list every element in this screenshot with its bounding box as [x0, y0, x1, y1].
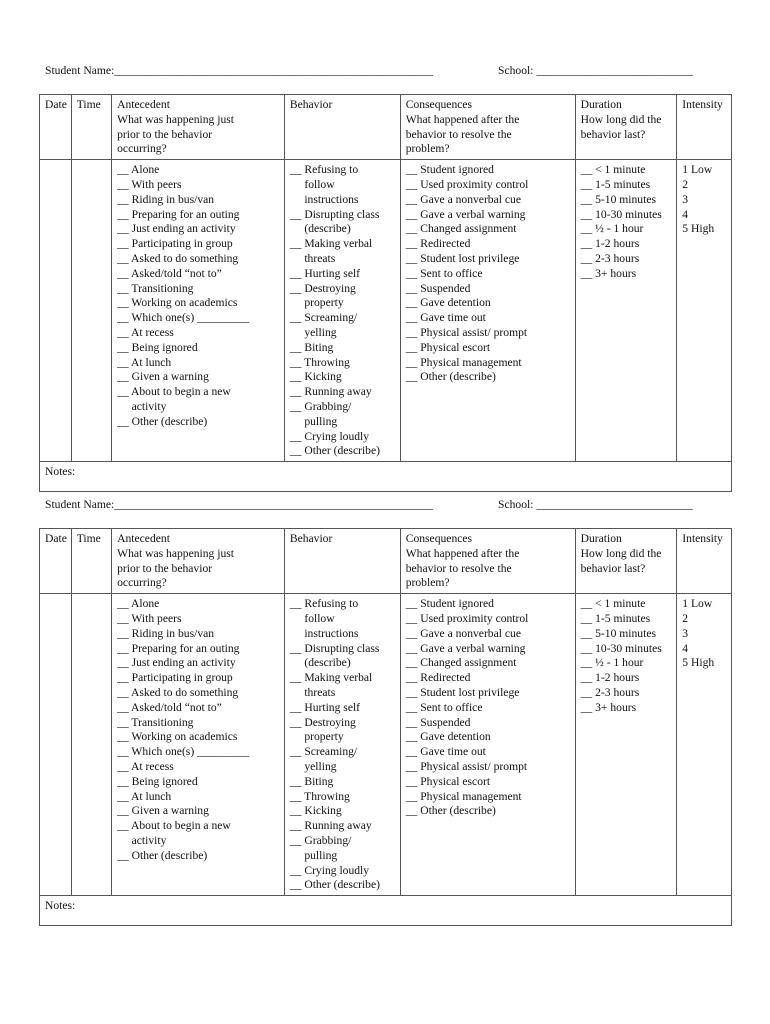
antecedent-option[interactable]: __ Participating in group	[117, 671, 233, 685]
consequence-option[interactable]: __ Redirected	[405, 671, 471, 685]
intensity-options	[677, 160, 732, 462]
behavior-option[interactable]: __ Biting	[289, 774, 334, 788]
intensity-option[interactable]: 5 High	[682, 222, 715, 236]
consequence-option[interactable]: __ Physical management	[405, 355, 522, 369]
date-header: Date	[40, 95, 72, 160]
time-header: Time	[71, 529, 111, 594]
antecedent-option[interactable]: __ Alone	[117, 597, 160, 611]
antecedent-option[interactable]: __ Alone	[117, 163, 160, 177]
consequence-option[interactable]: __ Physical escort	[405, 774, 491, 788]
antecedent-option[interactable]: __ At recess	[117, 759, 174, 773]
notes-field[interactable]	[40, 896, 732, 926]
duration-option[interactable]: __ 2-3 hours	[580, 251, 640, 265]
behavior-option[interactable]: __ Refusing to	[289, 597, 359, 611]
notes-row	[40, 896, 732, 926]
intensity-option[interactable]: 4	[682, 641, 689, 655]
antecedent-option[interactable]: __ Being ignored	[117, 340, 198, 354]
behavior-option[interactable]: __ Kicking	[289, 370, 342, 384]
behavior-option[interactable]: __ Disrupting class	[289, 641, 380, 655]
header-row	[40, 95, 732, 160]
antecedent-option[interactable]: __ Asked/told “not to”	[117, 266, 222, 280]
date-cell[interactable]	[40, 594, 72, 896]
duration-option[interactable]: __ 3+ hours	[580, 266, 637, 280]
behavior-option: follow	[289, 177, 335, 191]
student-name-field[interactable]: Student Name:_______________________________________________________	[45, 498, 434, 511]
date-header: Date	[40, 529, 72, 594]
consequence-option[interactable]: __ Sent to office	[405, 266, 483, 280]
antecedent-option[interactable]: __ Which one(s) _________	[117, 745, 250, 759]
consequence-option[interactable]: __ Sent to office	[405, 700, 483, 714]
student-info-line	[0, 498, 770, 518]
options-row	[40, 160, 732, 462]
consequence-option[interactable]: __ Student ignored	[405, 597, 494, 611]
duration-option[interactable]: __ ½ - 1 hour	[580, 222, 644, 236]
intensity-option[interactable]: 1 Low	[682, 163, 713, 177]
consequence-option[interactable]: __ Other (describe)	[405, 804, 496, 818]
antecedent-option[interactable]: __ About to begin a new	[117, 385, 231, 399]
school-field[interactable]: School: ___________________________	[498, 498, 693, 511]
behavior-option[interactable]: __ Making verbal	[289, 237, 373, 251]
antecedent-option[interactable]: __ Participating in group	[117, 237, 233, 251]
time-header: Time	[71, 95, 111, 160]
behavior-option[interactable]: __ Hurting self	[289, 700, 361, 714]
duration-option[interactable]: __ 1-2 hours	[580, 671, 640, 685]
time-cell[interactable]	[71, 594, 111, 896]
behavior-option[interactable]: __ Throwing	[289, 789, 350, 803]
notes-label: Notes:	[45, 465, 76, 479]
antecedent-option[interactable]: __ Riding in bus/van	[117, 192, 215, 206]
consequence-option[interactable]: __ Student ignored	[405, 163, 494, 177]
notes-field[interactable]	[40, 462, 732, 492]
behavior-option: (describe)	[289, 656, 351, 670]
antecedent-option[interactable]: __ Transitioning	[117, 715, 194, 729]
duration-options	[575, 594, 677, 896]
duration-option[interactable]: __ 5-10 minutes	[580, 626, 656, 640]
behavior-option[interactable]: __ Throwing	[289, 355, 350, 369]
antecedent-header: Antecedent What was happening just prior to the behavior occurring?	[112, 529, 285, 594]
antecedent-option[interactable]: __ Other (describe)	[117, 414, 208, 428]
consequence-option[interactable]: __ Gave time out	[405, 311, 486, 325]
consequence-option[interactable]: __ Gave a verbal warning	[405, 207, 526, 221]
antecedent-option[interactable]: __ Given a warning	[117, 804, 209, 818]
antecedent-options	[112, 160, 285, 462]
behavior-header: Behavior	[284, 95, 400, 160]
antecedent-option: activity	[117, 833, 167, 847]
behavior-option: yelling	[289, 325, 337, 339]
intensity-option[interactable]: 4	[682, 207, 689, 221]
consequence-option[interactable]: __ Gave a nonverbal cue	[405, 626, 521, 640]
consequence-option[interactable]: __ Other (describe)	[405, 370, 496, 384]
antecedent-option: activity	[117, 399, 167, 413]
student-name-field[interactable]: Student Name:_______________________________________________________	[45, 64, 434, 77]
consequence-option[interactable]: __ Gave time out	[405, 745, 486, 759]
consequence-option[interactable]: __ Physical assist/ prompt	[405, 759, 528, 773]
consequences-header: Consequences What happened after the behavior to resolve the problem?	[400, 95, 575, 160]
duration-option[interactable]: __ 1-5 minutes	[580, 611, 651, 625]
consequence-option[interactable]: __ Gave a nonverbal cue	[405, 192, 521, 206]
behavior-option[interactable]: __ Other (describe)	[289, 878, 380, 892]
consequence-option[interactable]: __ Gave a verbal warning	[405, 641, 526, 655]
behavior-option[interactable]: __ Kicking	[289, 804, 342, 818]
abc-table	[39, 528, 732, 926]
behavior-option[interactable]: __ Destroying	[289, 715, 356, 729]
intensity-option[interactable]: 5 High	[682, 656, 715, 670]
behavior-option[interactable]: __ Running away	[289, 385, 372, 399]
consequence-option[interactable]: __ Suspended	[405, 281, 471, 295]
consequence-options	[400, 594, 575, 896]
consequence-option[interactable]: __ Used proximity control	[405, 611, 529, 625]
behavior-option[interactable]: __ Biting	[289, 340, 334, 354]
abc-record-section	[0, 64, 770, 479]
behavior-option[interactable]: __ Crying loudly	[289, 863, 370, 877]
antecedent-option[interactable]: __ Working on academics	[117, 296, 238, 310]
consequences-header: Consequences What happened after the behavior to resolve the problem?	[400, 529, 575, 594]
consequence-option[interactable]: __ Used proximity control	[405, 177, 529, 191]
behavior-option[interactable]: __ Disrupting class	[289, 207, 380, 221]
antecedent-option[interactable]: __ At recess	[117, 325, 174, 339]
antecedent-option[interactable]: __ Preparing for an outing	[117, 641, 240, 655]
consequence-option[interactable]: __ Physical escort	[405, 340, 491, 354]
behavior-option[interactable]: __ Making verbal	[289, 671, 373, 685]
behavior-option[interactable]: __ Destroying	[289, 281, 356, 295]
duration-option[interactable]: __ 1-5 minutes	[580, 177, 651, 191]
antecedent-option[interactable]: __ Riding in bus/van	[117, 626, 215, 640]
intensity-options	[677, 594, 732, 896]
consequence-option[interactable]: __ Student lost privilege	[405, 685, 520, 699]
duration-option[interactable]: __ 1-2 hours	[580, 237, 640, 251]
duration-options	[575, 160, 677, 462]
antecedent-option[interactable]: __ Asked/told “not to”	[117, 700, 222, 714]
duration-option[interactable]: __ 10-30 minutes	[580, 641, 662, 655]
behavior-option[interactable]: __ Grabbing/	[289, 833, 352, 847]
behavior-options	[284, 594, 400, 896]
duration-option[interactable]: __ < 1 minute	[580, 597, 646, 611]
consequence-option[interactable]: __ Suspended	[405, 715, 471, 729]
antecedent-options	[112, 594, 285, 896]
behavior-option: pulling	[289, 848, 338, 862]
duration-option[interactable]: __ 3+ hours	[580, 700, 637, 714]
behavior-header: Behavior	[284, 529, 400, 594]
duration-option[interactable]: __ ½ - 1 hour	[580, 656, 644, 670]
antecedent-option[interactable]: __ Asked to do something	[117, 251, 239, 265]
behavior-option[interactable]: __ Screaming/	[289, 745, 358, 759]
duration-option[interactable]: __ 10-30 minutes	[580, 207, 662, 221]
behavior-option: threats	[289, 251, 336, 265]
behavior-option: property	[289, 296, 344, 310]
antecedent-option[interactable]: __ Which one(s) _________	[117, 311, 250, 325]
antecedent-option[interactable]: __ Working on academics	[117, 730, 238, 744]
student-info-line	[0, 64, 770, 84]
antecedent-option[interactable]: __ At lunch	[117, 789, 172, 803]
behavior-option: yelling	[289, 759, 337, 773]
antecedent-option[interactable]: __ Other (describe)	[117, 848, 208, 862]
behavior-option: (describe)	[289, 222, 351, 236]
antecedent-option[interactable]: __ Just ending an activity	[117, 656, 236, 670]
behavior-option: instructions	[289, 626, 359, 640]
intensity-header: Intensity	[677, 95, 732, 160]
duration-option[interactable]: __ 5-10 minutes	[580, 192, 656, 206]
consequence-option[interactable]: __ Physical management	[405, 789, 522, 803]
consequence-option[interactable]: __ Student lost privilege	[405, 251, 520, 265]
behavior-option: threats	[289, 685, 336, 699]
abc-table	[39, 94, 732, 492]
antecedent-option[interactable]: __ Being ignored	[117, 774, 198, 788]
antecedent-option[interactable]: __ Asked to do something	[117, 685, 239, 699]
intensity-option[interactable]: 1 Low	[682, 597, 713, 611]
duration-header: Duration How long did the behavior last?	[575, 529, 677, 594]
consequence-option[interactable]: __ Gave detention	[405, 296, 491, 310]
consequence-option[interactable]: __ Physical assist/ prompt	[405, 325, 528, 339]
behavior-option[interactable]: __ Grabbing/	[289, 399, 352, 413]
options-row	[40, 594, 732, 896]
antecedent-option[interactable]: __ With peers	[117, 611, 182, 625]
behavior-option[interactable]: __ Crying loudly	[289, 429, 370, 443]
antecedent-header: Antecedent What was happening just prior to the behavior occurring?	[112, 95, 285, 160]
consequence-option[interactable]: __ Redirected	[405, 237, 471, 251]
antecedent-option[interactable]: __ With peers	[117, 177, 182, 191]
behavior-option: follow	[289, 611, 335, 625]
header-row	[40, 529, 732, 594]
behavior-option: pulling	[289, 414, 338, 428]
antecedent-option[interactable]: __ Given a warning	[117, 370, 209, 384]
antecedent-option[interactable]: __ Transitioning	[117, 281, 194, 295]
duration-option[interactable]: __ < 1 minute	[580, 163, 646, 177]
antecedent-option[interactable]: __ About to begin a new	[117, 819, 231, 833]
consequence-option[interactable]: __ Gave detention	[405, 730, 491, 744]
time-cell[interactable]	[71, 160, 111, 462]
notes-label: Notes:	[45, 899, 76, 913]
date-cell[interactable]	[40, 160, 72, 462]
behavior-option[interactable]: __ Refusing to	[289, 163, 359, 177]
antecedent-option[interactable]: __ Preparing for an outing	[117, 207, 240, 221]
intensity-option[interactable]: 2	[682, 177, 689, 191]
behavior-option[interactable]: __ Hurting self	[289, 266, 361, 280]
behavior-option[interactable]: __ Screaming/	[289, 311, 358, 325]
behavior-option: property	[289, 730, 344, 744]
behavior-option: instructions	[289, 192, 359, 206]
intensity-option[interactable]: 2	[682, 611, 689, 625]
intensity-option[interactable]: 3	[682, 192, 689, 206]
intensity-header: Intensity	[677, 529, 732, 594]
notes-row	[40, 462, 732, 492]
consequence-option[interactable]: __ Changed assignment	[405, 656, 517, 670]
abc-record-section	[0, 498, 770, 913]
school-field[interactable]: School: ___________________________	[498, 64, 693, 77]
consequence-option[interactable]: __ Changed assignment	[405, 222, 517, 236]
antecedent-option[interactable]: __ Just ending an activity	[117, 222, 236, 236]
behavior-option[interactable]: __ Running away	[289, 819, 372, 833]
antecedent-option[interactable]: __ At lunch	[117, 355, 172, 369]
intensity-option[interactable]: 3	[682, 626, 689, 640]
consequence-options	[400, 160, 575, 462]
behavior-options	[284, 160, 400, 462]
duration-header: Duration How long did the behavior last?	[575, 95, 677, 160]
duration-option[interactable]: __ 2-3 hours	[580, 685, 640, 699]
behavior-option[interactable]: __ Other (describe)	[289, 444, 380, 458]
